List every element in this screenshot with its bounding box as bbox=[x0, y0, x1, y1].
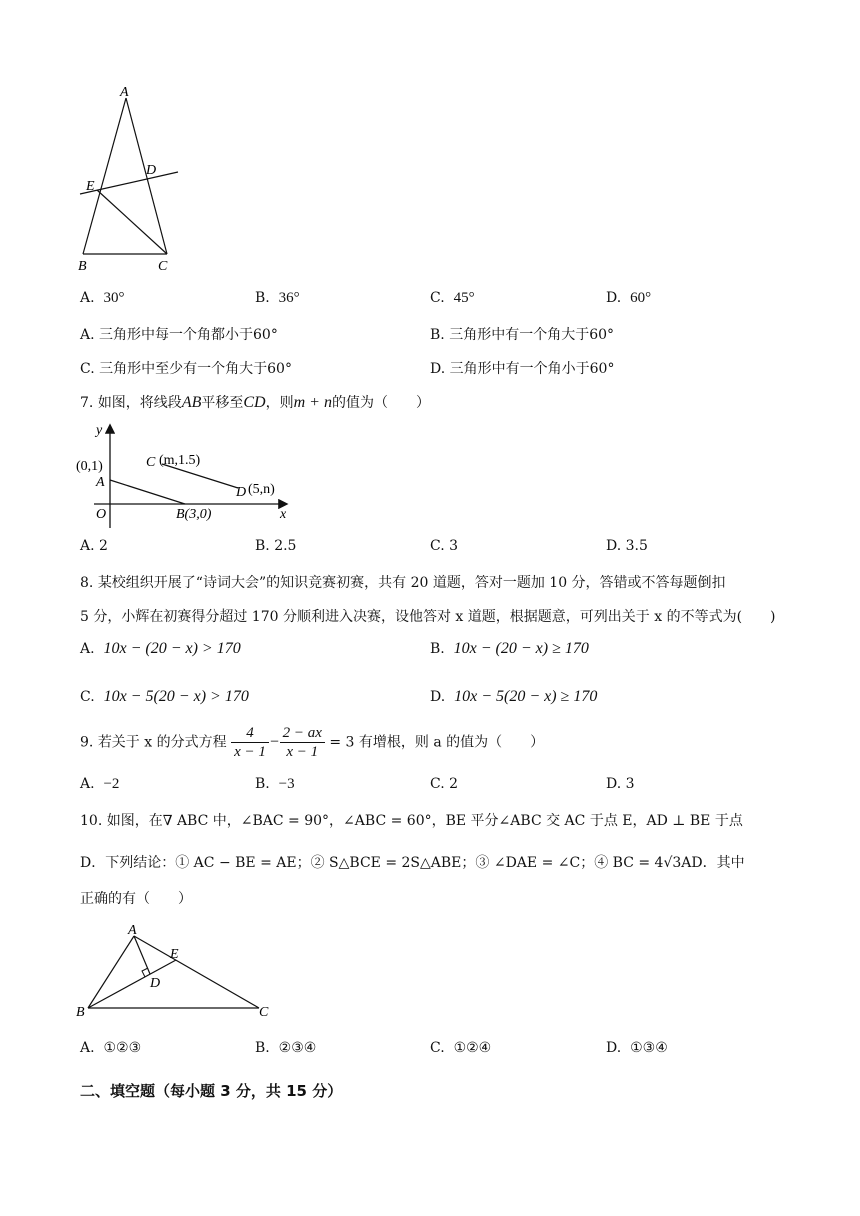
q10-option-a[interactable]: A. ①②③ bbox=[80, 1040, 142, 1056]
label-o: O bbox=[96, 507, 107, 522]
q10-triangle-figure bbox=[72, 920, 282, 1024]
q8-option-c[interactable]: C. 10x − 5(20 − x) > 170 bbox=[80, 688, 249, 705]
label-c: C bbox=[158, 259, 168, 274]
q8-option-d[interactable]: D. 10x − 5(20 − x) ≥ 170 bbox=[430, 688, 598, 705]
q9-fraction-2: $\frac{2 - ax}{x - 1}$ bbox=[280, 724, 325, 761]
proof-option-b[interactable]: B. 三角形中有一个角大于60° bbox=[430, 327, 615, 343]
label-d: D bbox=[146, 163, 157, 178]
q6-option-b[interactable]: B. 36° bbox=[255, 290, 300, 306]
q10-stem-line1: 10. 如图，在∇ ABC 中，∠BAC = 90°，∠ABC = 60°，BE 平分∠ABC 交 AC 于点 E，AD ⊥ BE 于点 bbox=[80, 813, 743, 829]
q10-stem-line2: D．下列结论：① AC − BE = AE；② S△BCE = 2S△ABE；③ ∠DAE = ∠C；④ BC = 4√3AD．其中 bbox=[80, 855, 745, 871]
q10-option-c[interactable]: C. ①②④ bbox=[430, 1040, 492, 1056]
q6-triangle-figure bbox=[70, 82, 190, 274]
label-d: D bbox=[236, 485, 247, 500]
segment-ec bbox=[97, 190, 167, 254]
segment-ab bbox=[88, 936, 134, 1008]
q10-stem-line3: 正确的有（ ） bbox=[80, 891, 192, 907]
label-b: B bbox=[76, 1005, 85, 1020]
q8-option-b[interactable]: B. 10x − (20 − x) ≥ 170 bbox=[430, 640, 589, 657]
label-01: (0,1) bbox=[76, 459, 103, 474]
segment-ab bbox=[83, 98, 126, 254]
label-a: A bbox=[96, 475, 105, 490]
label-b: B bbox=[78, 259, 87, 274]
proof-option-a[interactable]: A. 三角形中每一个角都小于60° bbox=[80, 327, 278, 343]
label-a: A bbox=[128, 923, 137, 938]
q9-option-b[interactable]: B. −3 bbox=[255, 776, 295, 792]
q8-option-a[interactable]: A. 10x − (20 − x) > 170 bbox=[80, 640, 241, 657]
q6-option-d[interactable]: D. 60° bbox=[606, 290, 652, 306]
q7-option-a[interactable]: A. 2 bbox=[80, 538, 108, 554]
q6-option-c[interactable]: C. 45° bbox=[430, 290, 475, 306]
q10-option-b[interactable]: B. ②③④ bbox=[255, 1040, 317, 1056]
q9-option-d[interactable]: D. 3 bbox=[606, 776, 635, 792]
q7-coordinate-figure bbox=[72, 418, 302, 530]
q9-option-c[interactable]: C. 2 bbox=[430, 776, 459, 792]
q10-option-d[interactable]: D. ①③④ bbox=[606, 1040, 668, 1056]
q7-option-d[interactable]: D. 3.5 bbox=[606, 538, 648, 554]
q6-option-a[interactable]: A. 30° bbox=[80, 290, 125, 306]
label-c-coord: (m,1.5) bbox=[159, 453, 201, 468]
q8-stem-line1: 8. 某校组织开展了“诗词大会”的知识竞赛初赛，共有 20 道题，答对一题加 10 分，答错或不答每题倒扣 bbox=[80, 575, 726, 591]
label-a: A bbox=[120, 85, 129, 100]
proof-option-c[interactable]: C. 三角形中至少有一个角大于60° bbox=[80, 361, 292, 377]
label-y: y bbox=[96, 423, 103, 438]
label-d: D bbox=[150, 976, 161, 991]
label-d-coord: (5,n) bbox=[248, 482, 275, 497]
label-c: C bbox=[259, 1005, 269, 1020]
q7-stem: 7. 如图，将线段AB平移至CD，则m + n的值为（ ） bbox=[80, 394, 430, 411]
label-x: x bbox=[280, 507, 287, 522]
q9-fraction-1: $\frac{4}{x - 1}$ bbox=[231, 724, 269, 761]
q7-option-c[interactable]: C. 3 bbox=[430, 538, 459, 554]
label-e: E bbox=[170, 947, 179, 962]
segment-be bbox=[88, 960, 176, 1008]
q9-stem: 9. 若关于 x 的分式方程 $\frac{4}{x - 1}$ − $\frac{2 - ax}{x - 1}$ = 3 有增根，则 a 的值为（ ） bbox=[80, 725, 545, 760]
line-ed bbox=[80, 172, 178, 194]
q9-option-a[interactable]: A. −2 bbox=[80, 776, 120, 792]
q7-option-b[interactable]: B. 2.5 bbox=[255, 538, 297, 554]
segment-ab bbox=[110, 480, 185, 504]
proof-option-d[interactable]: D. 三角形中有一个角小于60° bbox=[430, 361, 615, 377]
section-heading: 二、填空题（每小题 3 分，共 15 分） bbox=[80, 1082, 343, 1100]
q8-stem-line2: 5 分，小辉在初赛得分超过 170 分顺利进入决赛，设他答对 x 道题，根据题意，可列出关于 x 的不等式为( ) bbox=[80, 609, 776, 625]
label-e: E bbox=[86, 179, 95, 194]
label-b: B(3,0) bbox=[176, 507, 212, 522]
label-c: C bbox=[146, 455, 156, 470]
